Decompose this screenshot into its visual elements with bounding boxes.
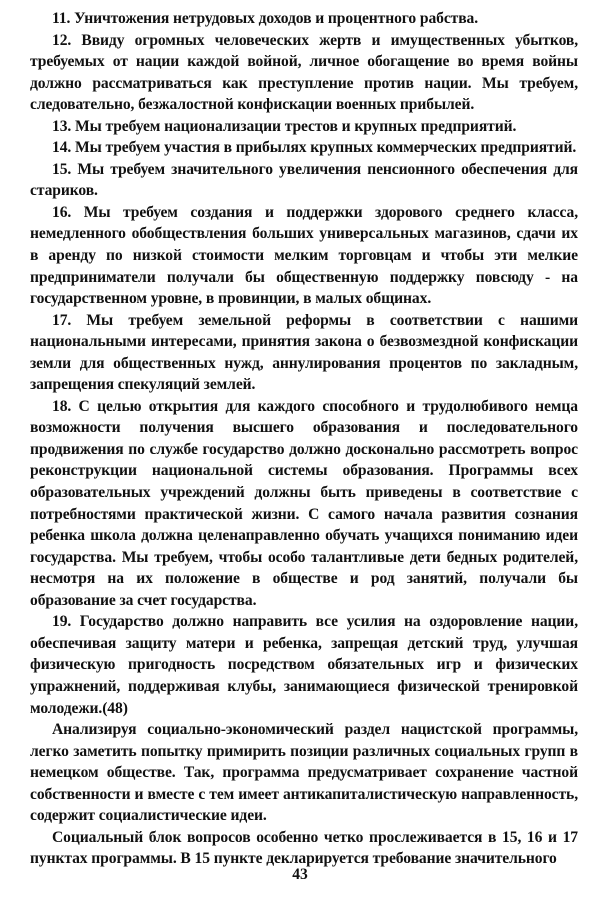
paragraph-item-15: 15. Мы требуем значительного увеличения пенсионного обеспечения для стариков. bbox=[30, 160, 578, 200]
page-number: 43 bbox=[292, 866, 308, 883]
paragraph-item-14: 14. Мы требуем участия в прибылях крупных коммерческих предприятий. bbox=[52, 139, 577, 157]
analysis-paragraph: Анализируя социально-экономический раздел нацистской программы, легко заметить попытку примирить позиции различных социальных групп в немецком обществе. Так, программа предусматривает сохранение частной собственности и вместе с тем имеет антикапиталистическую направленность, содержит социалистические идеи. bbox=[30, 721, 578, 825]
paragraph-item-17: 17. Мы требуем земельной реформы в соответствии с нашими национальными интересами, принятия закона о безвозмездной конфискации земли для общественных нужд, аннулирования процентов по закладным, запрещения спекуляций землей. bbox=[30, 311, 578, 394]
paragraph-item-18: 18. С целью открытия для каждого способного и трудолюбивого немца возможности получения высшего образования и последовательного продвижения по службе государство должно досконально рассмотреть вопрос реконструкции национальной системы образования. Программы всех образовательных учреждений должны быть приведены в соответствие с потребностями практической жизни. С самого начала развития сознания ребенка школа должна целенаправленно обучать учащихся пониманию идеи государства. Мы требуем, чтобы особо талантливые дети бедных родителей, несмотря на их положение в обществе и род занятий, получали бы образование за счет государства. bbox=[30, 397, 578, 609]
social-block-paragraph: Социальный блок вопросов особенно четко прослеживается в 15, 16 и 17 пунктах программы. В 15 пункте декларируется требование значительного bbox=[30, 828, 578, 868]
paragraph-item-13: 13. Мы требуем национализации трестов и крупных предприятий. bbox=[52, 117, 517, 135]
paragraph-item-19: 19. Государство должно направить все усилия на оздоровление нации, обеспечивая защиту матери и ребенка, запрещая детский труд, улучшая физическую пригодность посредством обязательных игр и физических упражнений, поддерживая клубы, занимающиеся физической тренировкой молодежи.(48) bbox=[30, 613, 578, 717]
paragraph-item-12: 12. Ввиду огромных человеческих жертв и имущественных убытков, требуемых от нации каждой войной, личное обогащение во время войны должно рассматриваться как преступление против нации. Мы требуем, следовательно, безжалостной конфискации военных прибылей. bbox=[30, 31, 578, 114]
paragraph-item-16: 16. Мы требуем создания и поддержки здорового среднего класса, немедленного обобществления больших универсальных магазинов, сдачи их в аренду по низкой стоимости мелким торговцам и чтобы эти мелкие предприниматели получали бы общественную поддержку повсюду - на государственном уровне, в провинции, в малых общинах. bbox=[30, 203, 578, 308]
paragraph-item-11: 11. Уничтожения нетрудовых доходов и процентного рабства. bbox=[52, 10, 479, 27]
document-body bbox=[30, 8, 578, 870]
